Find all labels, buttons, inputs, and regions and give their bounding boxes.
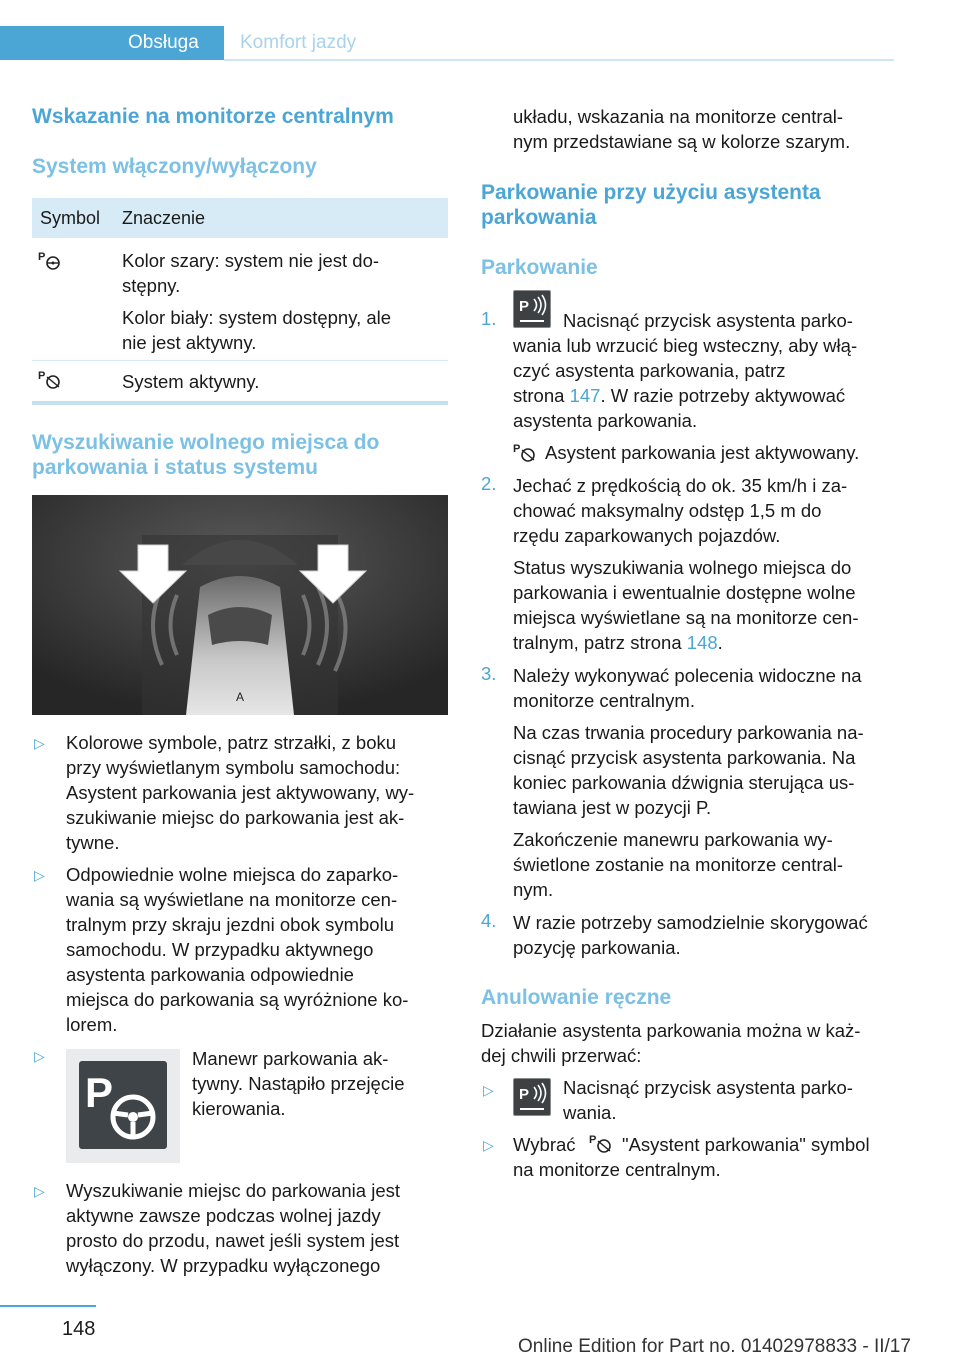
symbol-table bbox=[32, 198, 448, 405]
s3-l8: świetlone zostanie na monitorze central- bbox=[513, 854, 844, 875]
cont-l2: nym przedstawiane są w kolorze szarym. bbox=[513, 131, 851, 152]
s3-l1: Należy wykonywać polecenia widoczne na bbox=[513, 665, 862, 686]
c2-last: na monitorze centralnym. bbox=[513, 1159, 721, 1180]
b2-l3: tralnym przy skraju jezdni obok symbolu bbox=[66, 914, 394, 935]
row2-text: System aktywny. bbox=[122, 371, 260, 392]
b1-l4: szukiwanie miejsc do parkowania jest ak- bbox=[66, 807, 405, 828]
s2-l2: chować maksymalny odstęp 1,5 m do bbox=[513, 500, 822, 521]
section-heading-right-b: parkowania bbox=[481, 206, 597, 229]
s1-l3: czyć asystenta parkowania, patrz bbox=[513, 360, 786, 381]
parking-steering-icon bbox=[38, 250, 64, 272]
parking-active-icon bbox=[38, 369, 64, 391]
b2-l5: asystenta parkowania odpowiednie bbox=[66, 964, 354, 985]
b1-l1: Kolorowe symbole, patrz strzałki, z boku bbox=[66, 732, 397, 753]
svg-text:A: A bbox=[236, 690, 245, 704]
c2-post: "Asystent parkowania" symbol bbox=[622, 1134, 870, 1155]
footer-rule bbox=[0, 1305, 96, 1307]
page-ref-link[interactable]: 147 bbox=[569, 385, 601, 406]
cancel-l1: Działanie asystenta parkowania można w każ- bbox=[481, 1020, 861, 1041]
step-number: 1. bbox=[481, 308, 497, 329]
ref-prefix: tralnym, patrz strona bbox=[513, 632, 687, 653]
table-bottom-rule bbox=[32, 401, 448, 405]
b4-l1: Wyszukiwanie miejsc do parkowania jest bbox=[66, 1180, 400, 1201]
s1-note: Asystent parkowania jest aktywowany. bbox=[545, 442, 860, 463]
page-number: 148 bbox=[62, 1318, 96, 1340]
b1-l5: tywne. bbox=[66, 832, 120, 853]
s2-l6: miejsca wyświetlane są na monitorze cen- bbox=[513, 607, 859, 628]
s2-l7 bbox=[513, 630, 723, 655]
c2-pre: Wybrać bbox=[513, 1134, 576, 1155]
s3-l9: nym. bbox=[513, 879, 554, 900]
ref-suffix: . W razie potrzeby aktywować bbox=[600, 385, 846, 406]
park-assist-button-icon bbox=[513, 290, 551, 328]
cont-l1: układu, wskazania na monitorze central- bbox=[513, 106, 844, 127]
s1-l1: Nacisnąć przycisk asystenta parko- bbox=[563, 310, 853, 331]
subsection-parkowanie: Parkowanie bbox=[481, 256, 598, 279]
row1-text-4: nie jest aktywny. bbox=[122, 332, 257, 353]
c1-l2: wania. bbox=[563, 1102, 617, 1123]
s3-l5: koniec parkowania dźwignia sterująca us- bbox=[513, 772, 855, 793]
subsection-heading-2a: Wyszukiwanie wolnego miejsca do bbox=[32, 431, 380, 454]
page-ref-link[interactable]: 148 bbox=[686, 632, 718, 653]
bullet-marker: ▷ bbox=[34, 1048, 45, 1064]
subsection-cancel: Anulowanie ręczne bbox=[481, 986, 672, 1009]
b1-l2: przy wyświetlanym symbolu samochodu: bbox=[66, 757, 401, 778]
header-rule bbox=[224, 59, 894, 61]
section-heading: Wskazanie na monitorze centralnym bbox=[32, 105, 394, 128]
s2-l1: Jechać z prędkością do ok. 35 km/h i za- bbox=[513, 475, 848, 496]
step-number: 2. bbox=[481, 473, 497, 494]
page-header bbox=[0, 0, 960, 62]
s4-l1: W razie potrzeby samodzielnie skorygować bbox=[513, 912, 868, 933]
bullet-marker: ▷ bbox=[483, 1082, 494, 1098]
chapter-tab: Komfort jazdy bbox=[240, 32, 357, 53]
parking-active-icon bbox=[513, 442, 539, 464]
edition-note: Online Edition for Part no. 01402978833 - II/17 bbox=[518, 1336, 911, 1357]
svg-text:P: P bbox=[519, 298, 530, 315]
table-row bbox=[32, 238, 448, 361]
svg-text:P: P bbox=[513, 443, 521, 455]
col-meaning: Znaczenie bbox=[122, 208, 206, 228]
svg-text:P: P bbox=[85, 1069, 114, 1116]
b2-l7: lorem. bbox=[66, 1014, 118, 1035]
s2-l5: parkowania i ewentualnie dostępne wolne bbox=[513, 582, 856, 603]
svg-text:P: P bbox=[38, 370, 46, 382]
subsection-heading-2b: parkowania i status systemu bbox=[32, 456, 318, 479]
park-assist-button-icon bbox=[513, 1078, 551, 1116]
bullet-marker: ▷ bbox=[34, 867, 45, 883]
b2-l1: Odpowiednie wolne miejsca do zaparko- bbox=[66, 864, 399, 885]
svg-text:P: P bbox=[519, 1086, 530, 1103]
row1-text-2: stępny. bbox=[122, 275, 181, 296]
bullet-marker: ▷ bbox=[34, 1183, 45, 1199]
b2-l2: wania są wyświetlane na monitorze cen- bbox=[66, 889, 398, 910]
svg-text:P: P bbox=[38, 251, 46, 263]
table-header bbox=[32, 198, 448, 238]
s3-l3: Na czas trwania procedury parkowania na- bbox=[513, 722, 864, 743]
bullet-marker: ▷ bbox=[34, 735, 45, 751]
s1-l5: asystenta parkowania. bbox=[513, 410, 698, 431]
b3-l2: tywny. Nastąpiło przejęcie bbox=[192, 1073, 405, 1094]
parking-display-figure bbox=[32, 495, 448, 715]
s3-l4: cisnąć przycisk asystenta parkowania. Na bbox=[513, 747, 856, 768]
table-row bbox=[32, 361, 448, 401]
s4-l2: pozycję parkowania. bbox=[513, 937, 681, 958]
s3-l6: tawiana jest w pozycji P. bbox=[513, 797, 712, 818]
cancel-l2: dej chwili przerwać: bbox=[481, 1045, 642, 1066]
car-topview-illustration bbox=[32, 495, 448, 715]
row1-text-1: Kolor szary: system nie jest do- bbox=[122, 250, 380, 271]
section-tab: Obsługa bbox=[0, 26, 224, 60]
ref-prefix: strona bbox=[513, 385, 570, 406]
s2-l3: rzędu zaparkowanych pojazdów. bbox=[513, 525, 781, 546]
svg-text:P: P bbox=[589, 1134, 597, 1146]
s2-l4: Status wyszukiwania wolnego miejsca do bbox=[513, 557, 852, 578]
s1-l2: wania lub wrzucić bieg wsteczny, aby włą- bbox=[513, 335, 858, 356]
row1-text-3: Kolor biały: system dostępny, ale bbox=[122, 307, 392, 328]
b4-l3: prosto do przodu, nawet jeśli system jest bbox=[66, 1230, 400, 1251]
b3-l3: kierowania. bbox=[192, 1098, 286, 1119]
s1-l4 bbox=[513, 383, 845, 408]
b4-l2: aktywne zawsze podczas wolnej jazdy bbox=[66, 1205, 381, 1226]
section-heading-right-a: Parkowanie przy użyciu asystenta bbox=[481, 181, 821, 204]
parking-active-icon bbox=[589, 1133, 615, 1155]
b2-l4: samochodu. W przypadku aktywnego bbox=[66, 939, 374, 960]
c1-l1: Nacisnąć przycisk asystenta parko- bbox=[563, 1077, 853, 1098]
step-number: 3. bbox=[481, 663, 497, 684]
b2-l6: miejsca do parkowania są wyróżnione ko- bbox=[66, 989, 409, 1010]
s3-l7: Zakończenie manewru parkowania wy- bbox=[513, 829, 833, 850]
parking-steering-large-icon bbox=[66, 1049, 180, 1163]
b4-l4: wyłączony. W przypadku wyłączonego bbox=[66, 1255, 381, 1276]
step-number: 4. bbox=[481, 910, 497, 931]
b1-l3: Asystent parkowania jest aktywowany, wy- bbox=[66, 782, 415, 803]
subsection-heading: System włączony/wyłączony bbox=[32, 155, 317, 178]
b3-l1: Manewr parkowania ak- bbox=[192, 1048, 389, 1069]
s3-l2: monitorze centralnym. bbox=[513, 690, 695, 711]
bullet-marker: ▷ bbox=[483, 1137, 494, 1153]
ref-suffix: . bbox=[717, 632, 723, 653]
col-symbol: Symbol bbox=[40, 208, 101, 228]
